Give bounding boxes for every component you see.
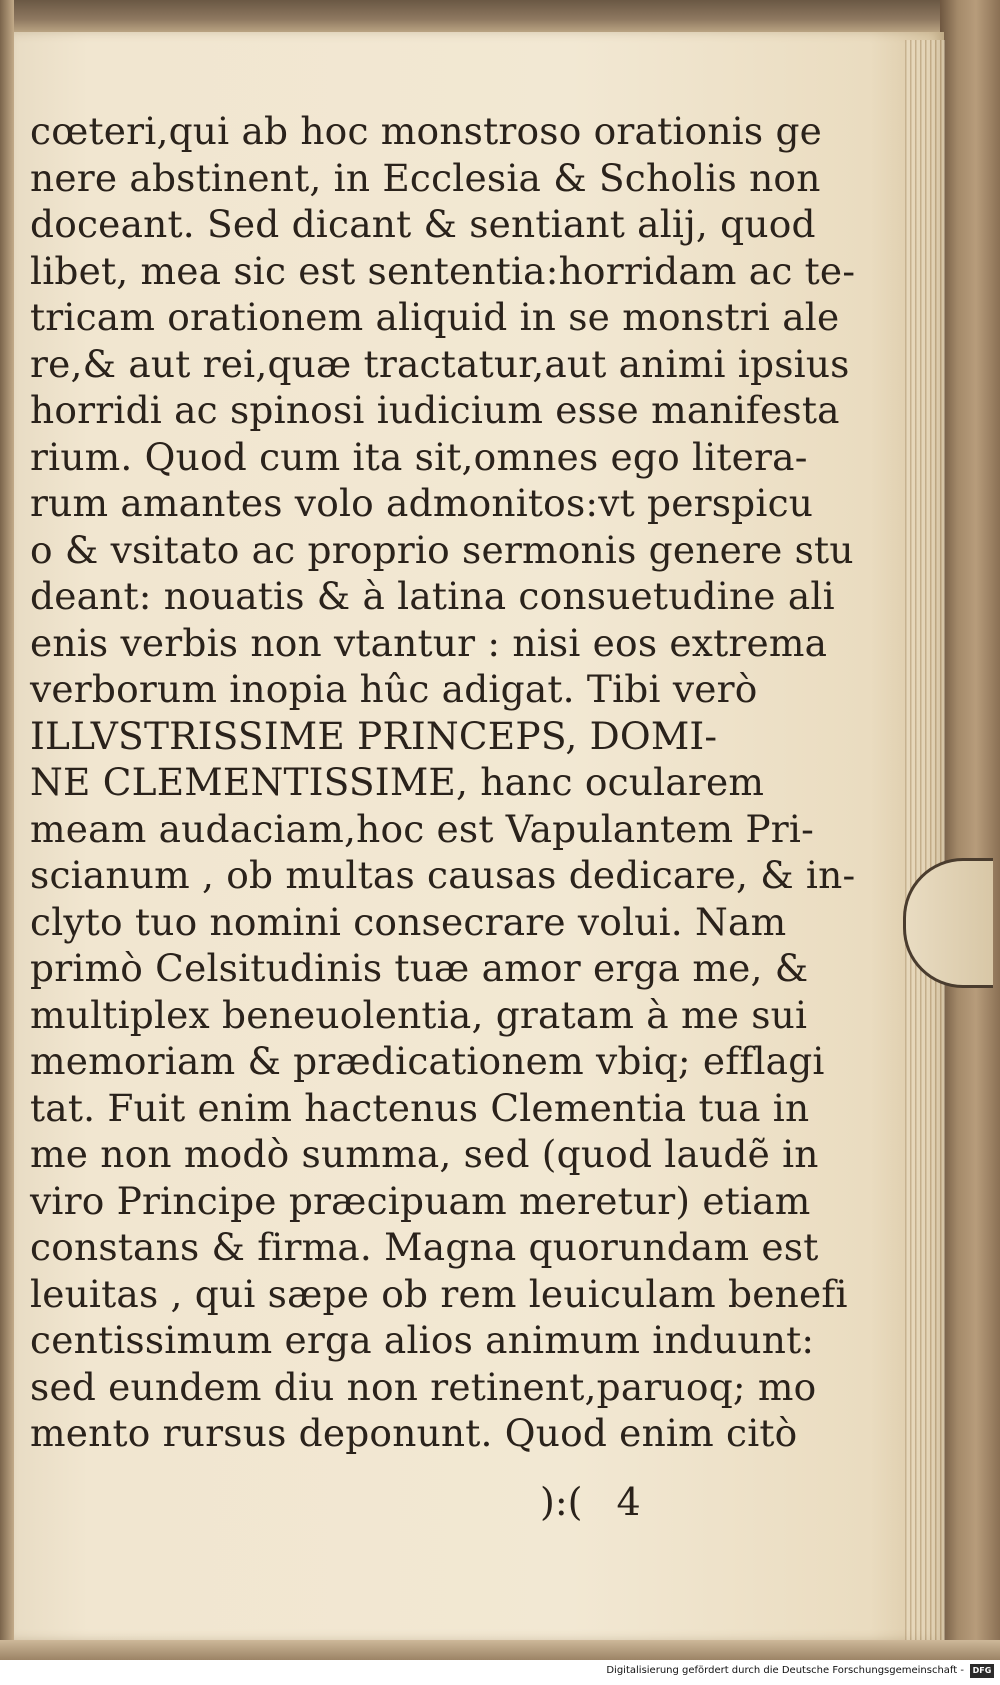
book-cover-left	[0, 0, 14, 1660]
signature-symbol: ):(	[540, 1480, 583, 1524]
text-line: horridi ac spinosi iudicium esse manifesta	[30, 388, 840, 432]
book-cover-edge	[940, 0, 1000, 1660]
text-line: verborum inopia hûc adigat. Tibi verò	[30, 667, 758, 711]
text-line: enis verbis non vtantur : nisi eos extrema	[30, 620, 828, 665]
text-line: sed eundem diu non retinent,paruoq; mo	[30, 1364, 817, 1409]
text-line: deant: nouatis & à latina consuetudine ali	[30, 574, 835, 618]
text-line: multiplex beneuolentia, gratam à me sui	[30, 992, 808, 1037]
text-line: constans & firma. Magna quorundam est	[30, 1225, 819, 1269]
text-line: clyto tuo nomini consecrare volui. Nam	[30, 899, 787, 944]
text-line: nere abstinent, in Ecclesia & Scholis non	[30, 155, 821, 200]
text-line: libet, mea sic est sententia:horridam ac te-	[30, 248, 856, 293]
text-line: primò Celsitudinis tuæ amor erga me, &	[30, 946, 809, 990]
text-line: cœteri,qui ab hoc monstroso orationis ge	[30, 109, 823, 153]
text-line: NE CLEMENTISSIME, hanc ocularem	[30, 760, 765, 804]
text-line: leuitas , qui sæpe ob rem leuiculam benefi	[30, 1271, 848, 1316]
text-line: o & vsitato ac proprio sermonis genere stu	[30, 527, 854, 572]
text-line: rum amantes volo admonitos:vt perspicu	[30, 481, 814, 525]
body-text	[30, 108, 856, 1457]
text-line: re,& aut rei,quæ tractatur,aut animi ipsius	[30, 341, 850, 386]
text-line: centissimum erga alios animum induunt:	[30, 1318, 815, 1362]
footer-credit: Digitalisierung gefördert durch die Deutsche Forschungsgemeinschaft -	[606, 1665, 964, 1676]
book-cover-bottom	[0, 1640, 1000, 1660]
text-line: memoriam & prædicationem vbiq; efflagi	[30, 1039, 825, 1083]
text-line: meam audaciam,hoc est Vapulantem Pri-	[30, 806, 814, 851]
dfg-logo: DFG	[970, 1664, 994, 1678]
signature-number: 4	[616, 1480, 641, 1524]
text-line: rium. Quod cum ita sit,omnes ego litera-	[30, 434, 808, 479]
text-line: tat. Fuit enim hactenus Clementia tua in	[30, 1085, 810, 1130]
text-line: ILLVSTRISSIME PRINCEPS, DOMI-	[30, 713, 718, 758]
page-edges	[905, 40, 945, 1640]
signature-mark	[540, 1480, 641, 1524]
text-line: scianum , ob multas causas dedicare, & in-	[30, 853, 856, 897]
book-cover-top	[0, 0, 1000, 32]
footer-bar	[0, 1660, 1000, 1685]
text-line: tricam orationem aliquid in se monstri ale	[30, 295, 840, 339]
text-line: viro Principe præcipuam meretur) etiam	[30, 1178, 811, 1223]
text-line: doceant. Sed dicant & sentiant alij, quod	[30, 202, 816, 246]
text-line: me non modò summa, sed (quod laudẽ in	[30, 1132, 819, 1176]
text-line: mento rursus deponunt. Quod enim citò	[30, 1411, 798, 1455]
